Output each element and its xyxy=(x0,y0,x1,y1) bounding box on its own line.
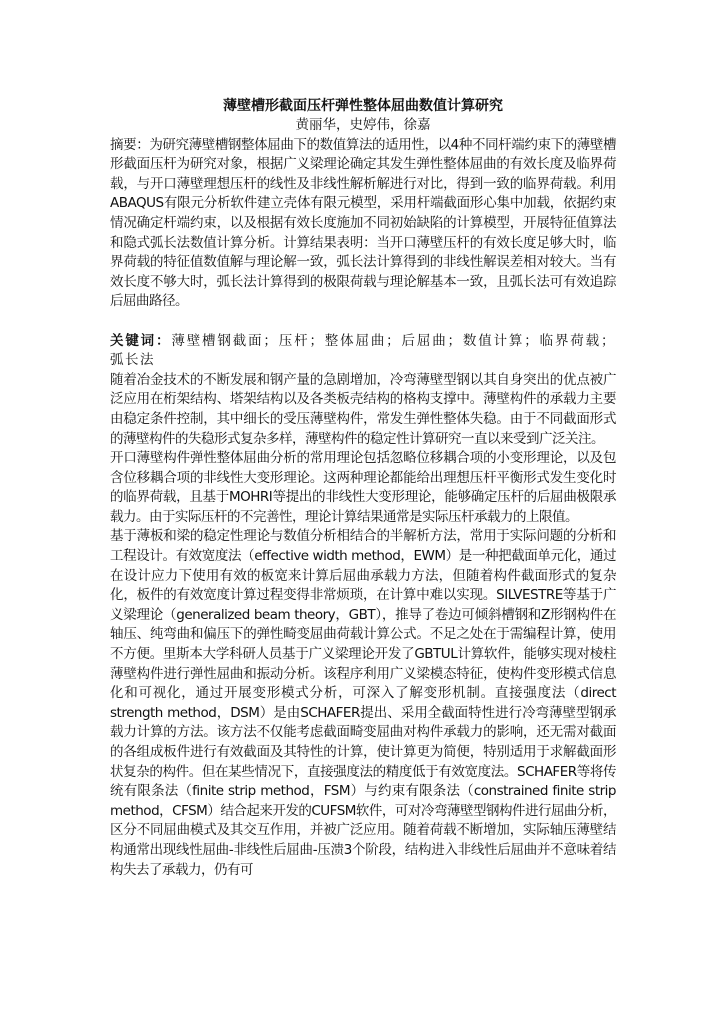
keywords xyxy=(110,332,616,371)
body-paragraph: 开口薄壁构件弹性整体屈曲分析的常用理论包括忽略位移耦合项的小变形理论，以及包含位移耦合项的非线性大变形理论。这两种理论都能给出理想压杆平衡形式发生变化时的临界荷载，且基于MOHRI等提出的非线性大变形理论，能够确定压杆的后屈曲极限承载力。由于实际压杆的不完善性，理论计算结果通常是实际压杆承载力的上限值。 xyxy=(110,450,616,525)
abstract xyxy=(110,136,616,312)
paper-page xyxy=(110,96,616,880)
body-paragraph: 基于薄板和梁的稳定性理论与数值分析相结合的半解析方法，常用于实际问题的分析和工程设计。有效宽度法（effective width method，EWM）是一种把截面单元化，通过在设计应力下使用有效的板宽来计算后屈曲承载力方法，但随着构件截面形式的复杂化，板件的有效宽度计算过程变得非常烦琐，在计算中难以实现。SILVESTRE等基于广义梁理论（generalized beam theory，GBT），推导了卷边可倾斜槽钢和Z形钢构件在轴压、纯弯曲和偏压下的弹性畸变屈曲荷载计算公式。不足之处在于需编程计算，使用不方便。里斯本大学科研人员基于广义梁理论开发了GBTUL计算软件，能够实现对棱柱薄壁构件进行弹性屈曲和振动分析。该程序利用广义梁模态特征，使构件变形模式信息化和可视化，通过开展变形模式分析，可深入了解变形机制。直接强度法（direct strength method，DSM）是由SCHAFER提出、采用全截面特性进行冷弯薄壁型钢承载力计算的方法。该方法不仅能考虑截面畸变屈曲对构件承载力的影响，还无需对截面的各组成板件进行有效截面及其特性的计算，使计算更为简便，特别适用于求解截面形状复杂的构件。但在某些情况下，直接强度法的精度低于有效宽度法。SCHAFER等将传统有限条法（finite strip method，FSM）与约束有限条法（constrained finite strip method，CFSM）结合起来开发的CUFSM软件，可对冷弯薄壁型钢构件进行屈曲分析，区分不同屈曲模式及其交互作用，并被广泛应用。随着荷载不断增加，实际轴压薄壁结构通常出现线性屈曲-非线性后屈曲-压溃3个阶段，结构进入非线性后屈曲并不意味着结构失去了承载力，仍有可 xyxy=(110,528,616,878)
paper-authors: 黄丽华，史婷伟，徐嘉 xyxy=(295,117,431,133)
abstract-label: 摘要： xyxy=(110,136,150,153)
keywords-text: 薄壁槽钢截面；压杆；整体屈曲；后屈曲；数值计算；临界荷载；弧长法 xyxy=(110,332,616,369)
section-gap xyxy=(110,312,616,332)
paper-title: 薄壁槽形截面压杆弹性整体屈曲数值计算研究 xyxy=(223,98,503,114)
keywords-label: 关键词： xyxy=(110,332,172,349)
body-paragraph: 随着冶金技术的不断发展和钢产量的急剧增加，冷弯薄壁型钢以其自身突出的优点被广泛应用在桁架结构、塔架结构以及各类板壳结构的格构支撑中。薄壁构件的承载力主要由稳定条件控制，其中细长的受压薄壁构件，常发生弹性整体失稳。由于不同截面形式的薄壁构件的失稳形式复杂多样，薄壁构件的稳定性计算研究一直以来受到广泛关注。 xyxy=(110,371,616,447)
abstract-text: 为研究薄壁槽钢整体屈曲下的数值算法的适用性，以4种不同杆端约束下的薄壁槽形截面压杆为研究对象，根据广义梁理论确定其发生弹性整体屈曲的有效长度及临界荷载，与开口薄壁理想压杆的线性及非线性解析解进行对比，得到一致的临界荷载。利用ABAQUS有限元分析软件建立壳体有限元模型，采用杆端截面形心集中加载，依据约束情况确定杆端约束，以及根据有效长度施加不同初始缺陷的计算模型，开展特征值算法和隐式弧长法数值计算分析。计算结果表明：当开口薄壁压杆的有效长度足够大时，临界荷载的特征值数值解与理论解一致，弧长法计算得到的非线性解误差相对较大。当有效长度不够大时，弧长法计算得到的极限荷载与理论解基本一致，且弧长法可有效追踪后屈曲路径。 xyxy=(110,136,616,310)
